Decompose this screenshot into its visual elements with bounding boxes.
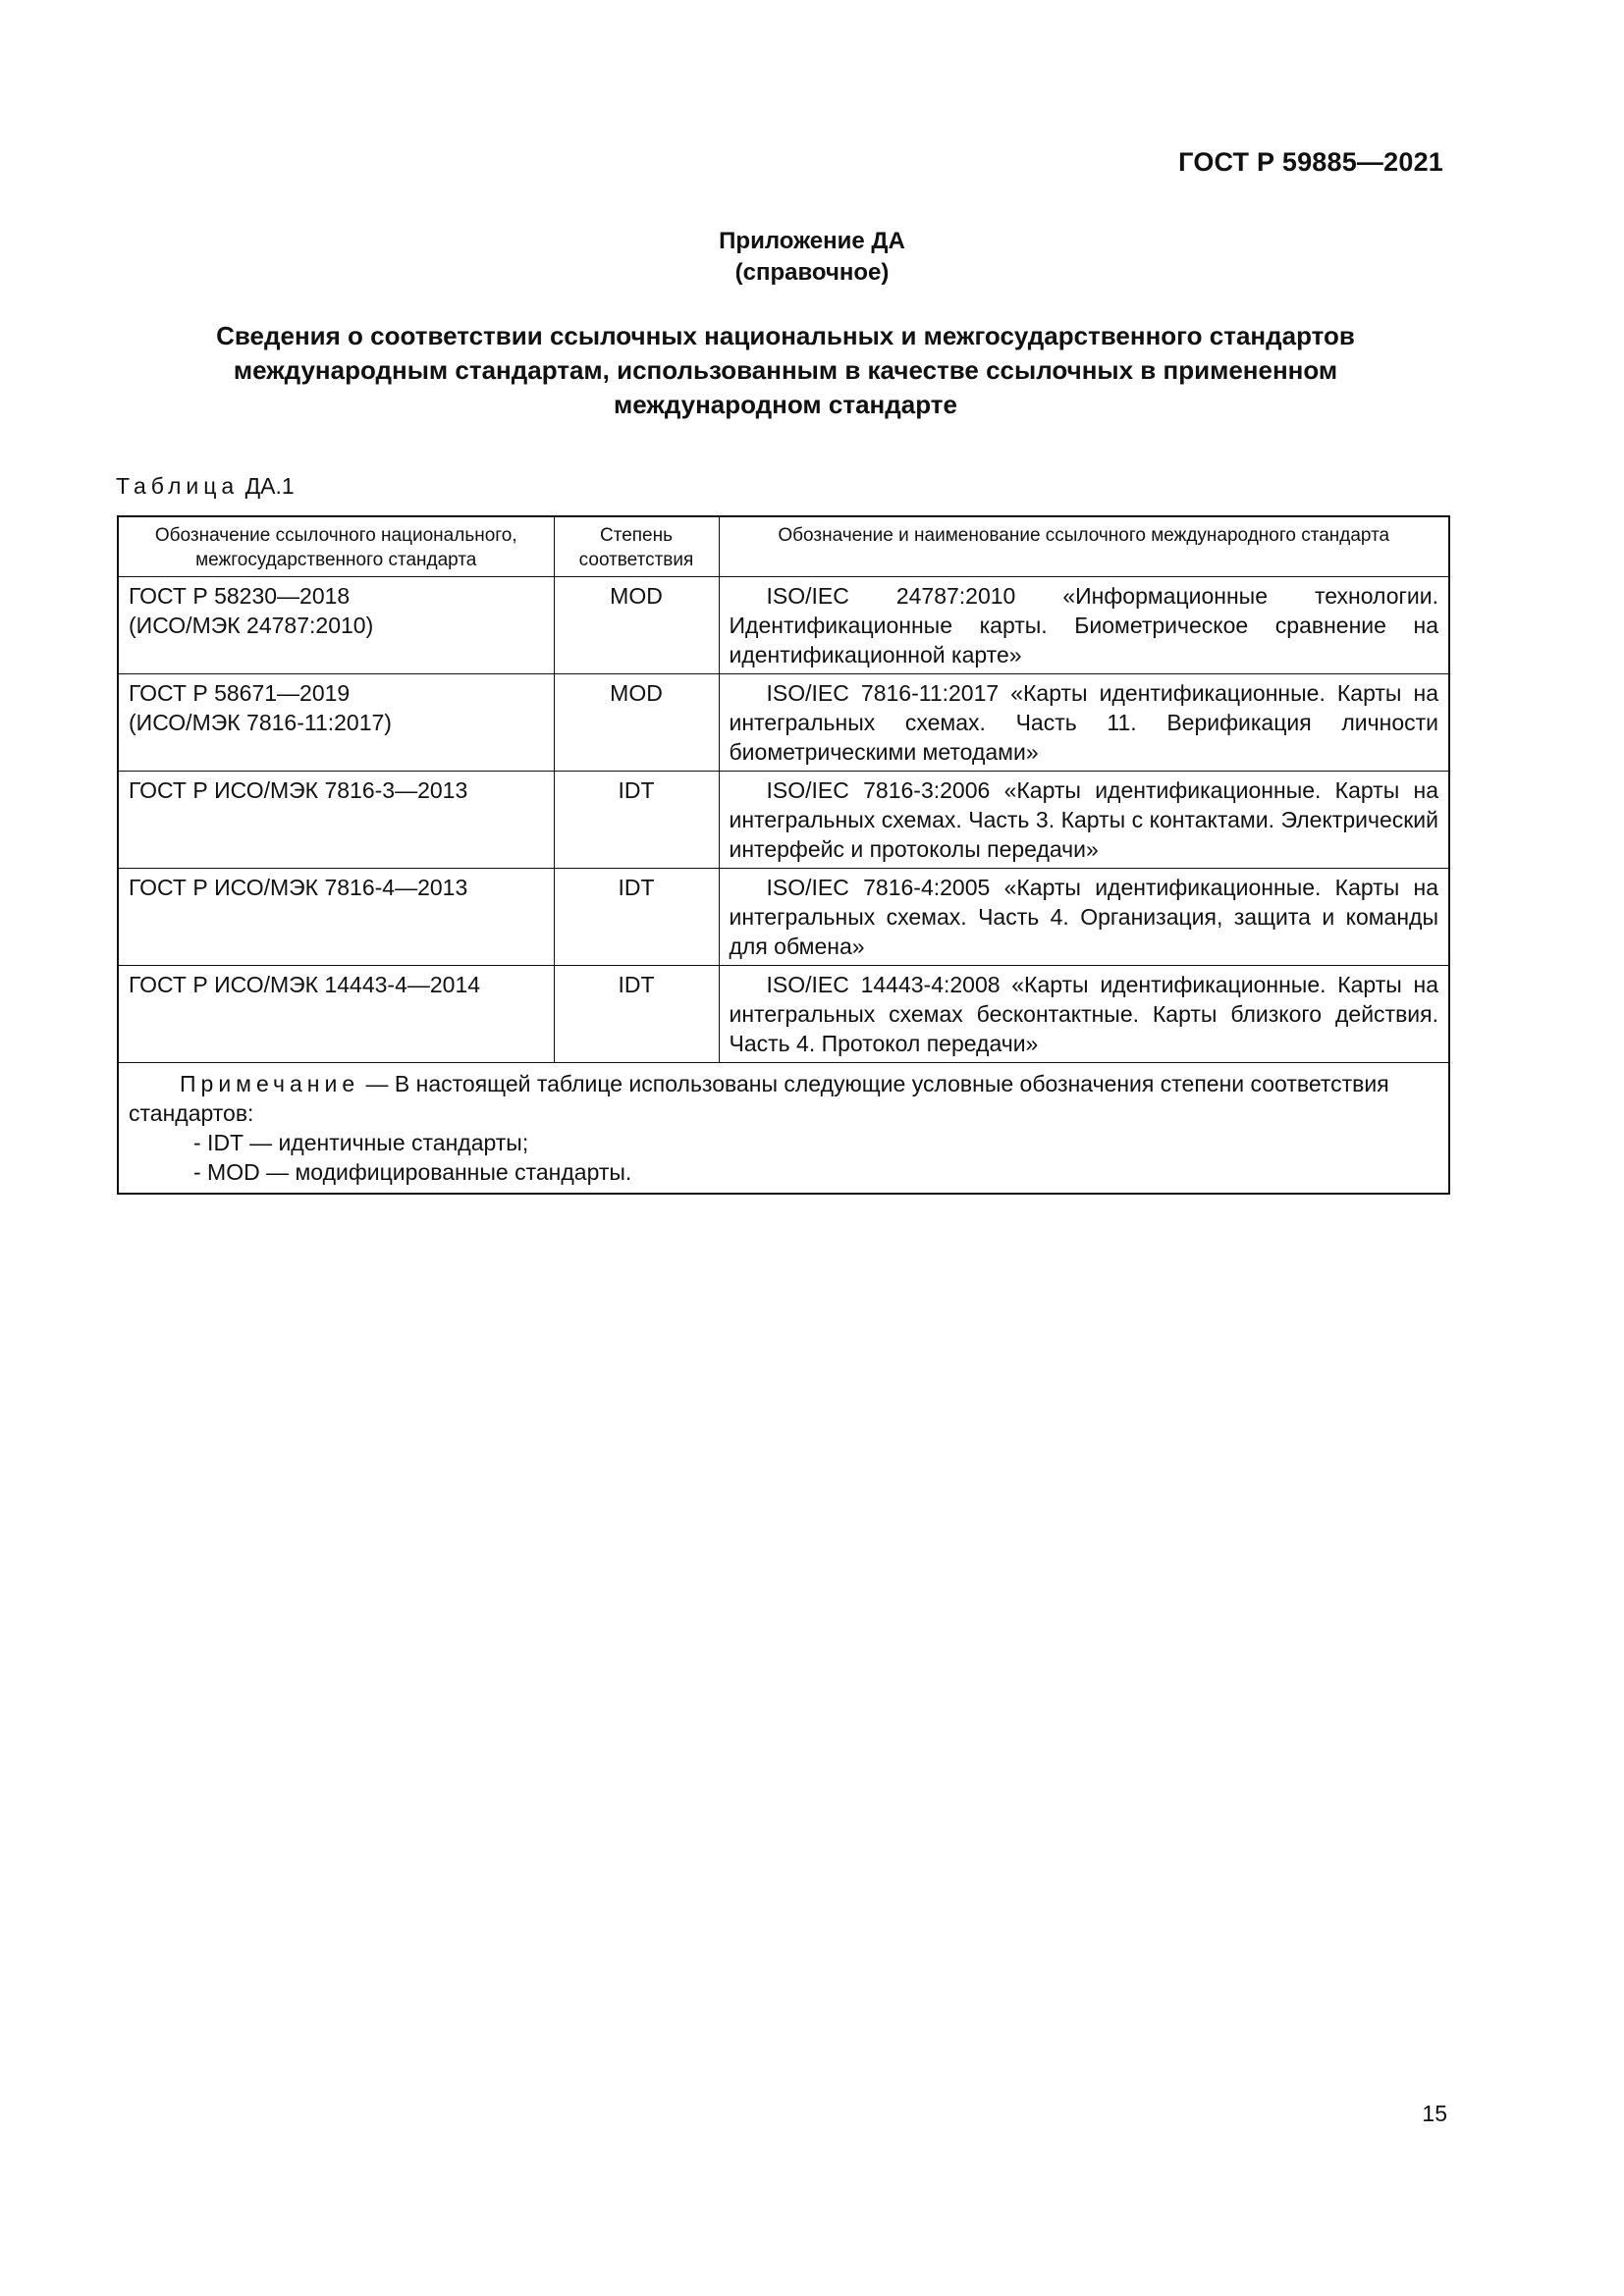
table-note-row bbox=[118, 1063, 1449, 1195]
appendix-kind: (справочное) bbox=[734, 259, 890, 286]
national-standard-cell bbox=[118, 577, 554, 674]
degree-cell: MOD bbox=[554, 577, 719, 674]
note-label: Примечание bbox=[180, 1071, 360, 1096]
appendix-title-line: Сведения о соответствии ссылочных национальных и межгосударственного стандартов bbox=[216, 321, 1355, 350]
degree-cell: IDT bbox=[554, 869, 719, 966]
national-standard: ГОСТ Р ИСО/МЭК 14443-4—2014 bbox=[129, 972, 481, 997]
note-text: — В настоящей таблице использованы следующие условные обозначения степени соответствия стандартов: bbox=[129, 1071, 1389, 1126]
document-designation: ГОСТ Р 59885—2021 bbox=[1178, 147, 1443, 177]
international-standard-cell: ISO/IEC 24787:2010 «Информационные технологии. Идентификационные карты. Биометрическое сравнение на идентификационной карте» bbox=[719, 577, 1449, 674]
note-list-item: - IDT — идентичные стандарты; bbox=[193, 1130, 529, 1155]
appendix-heading bbox=[0, 226, 1624, 289]
table-row bbox=[118, 674, 1449, 772]
page-number: 15 bbox=[1422, 2101, 1447, 2126]
table-caption bbox=[116, 473, 295, 500]
table-row bbox=[118, 966, 1449, 1063]
international-standard-cell: ISO/IEC 7816-3:2006 «Карты идентификационные. Карты на интегральных схемах. Часть 3. Карты с контактами. Электрический интерфейс и протоколы передачи» bbox=[719, 772, 1449, 869]
header-national-standard: Обозначение ссылочного национального, межгосударственного стандарта bbox=[118, 516, 554, 577]
appendix-title bbox=[147, 319, 1424, 422]
table-row bbox=[118, 772, 1449, 869]
appendix-title-line: международном стандарте bbox=[614, 390, 957, 419]
international-standard-cell: ISO/IEC 7816-11:2017 «Карты идентификационные. Карты на интегральных схемах. Часть 11. Верификация личности биометрическими методами» bbox=[719, 674, 1449, 772]
national-standard-cell bbox=[118, 674, 554, 772]
table-header-row bbox=[118, 516, 1449, 577]
national-standard: ГОСТ Р 58230—2018 bbox=[129, 583, 351, 609]
table-note bbox=[118, 1063, 1449, 1195]
table-row bbox=[118, 577, 1449, 674]
degree-cell: IDT bbox=[554, 966, 719, 1063]
international-standard-cell: ISO/IEC 14443-4:2008 «Карты идентификационные. Карты на интегральных схемах бесконтактные. Карты близкого действия. Часть 4. Протокол передачи» bbox=[719, 966, 1449, 1063]
header-international-standard: Обозначение и наименование ссылочного международного стандарта bbox=[719, 516, 1449, 577]
table-caption-word: Таблица bbox=[116, 473, 240, 499]
national-standard-cell bbox=[118, 869, 554, 966]
note-paragraph bbox=[129, 1069, 1438, 1128]
national-standard: ГОСТ Р ИСО/МЭК 7816-3—2013 bbox=[129, 777, 468, 803]
national-standard-cell bbox=[118, 772, 554, 869]
national-standard-alt: (ИСО/МЭК 24787:2010) bbox=[129, 613, 374, 638]
standards-table bbox=[117, 515, 1450, 1195]
degree-cell: IDT bbox=[554, 772, 719, 869]
national-standard-cell bbox=[118, 966, 554, 1063]
national-standard-alt: (ИСО/МЭК 7816-11:2017) bbox=[129, 710, 392, 735]
header-degree: Степень соответствия bbox=[554, 516, 719, 577]
degree-cell: MOD bbox=[554, 674, 719, 772]
national-standard: ГОСТ Р 58671—2019 bbox=[129, 680, 351, 706]
national-standard: ГОСТ Р ИСО/МЭК 7816-4—2013 bbox=[129, 875, 468, 900]
international-standard-cell: ISO/IEC 7816-4:2005 «Карты идентификационные. Карты на интегральных схемах. Часть 4. Организация, защита и команды для обмена» bbox=[719, 869, 1449, 966]
table-caption-number: ДА.1 bbox=[244, 473, 295, 499]
appendix-title-line: международным стандартам, использованным в качестве ссылочных в примененном bbox=[233, 355, 1338, 385]
table-row bbox=[118, 869, 1449, 966]
appendix-label: Приложение ДА bbox=[719, 228, 905, 254]
note-list-item: - MOD — модифицированные стандарты. bbox=[193, 1159, 632, 1185]
